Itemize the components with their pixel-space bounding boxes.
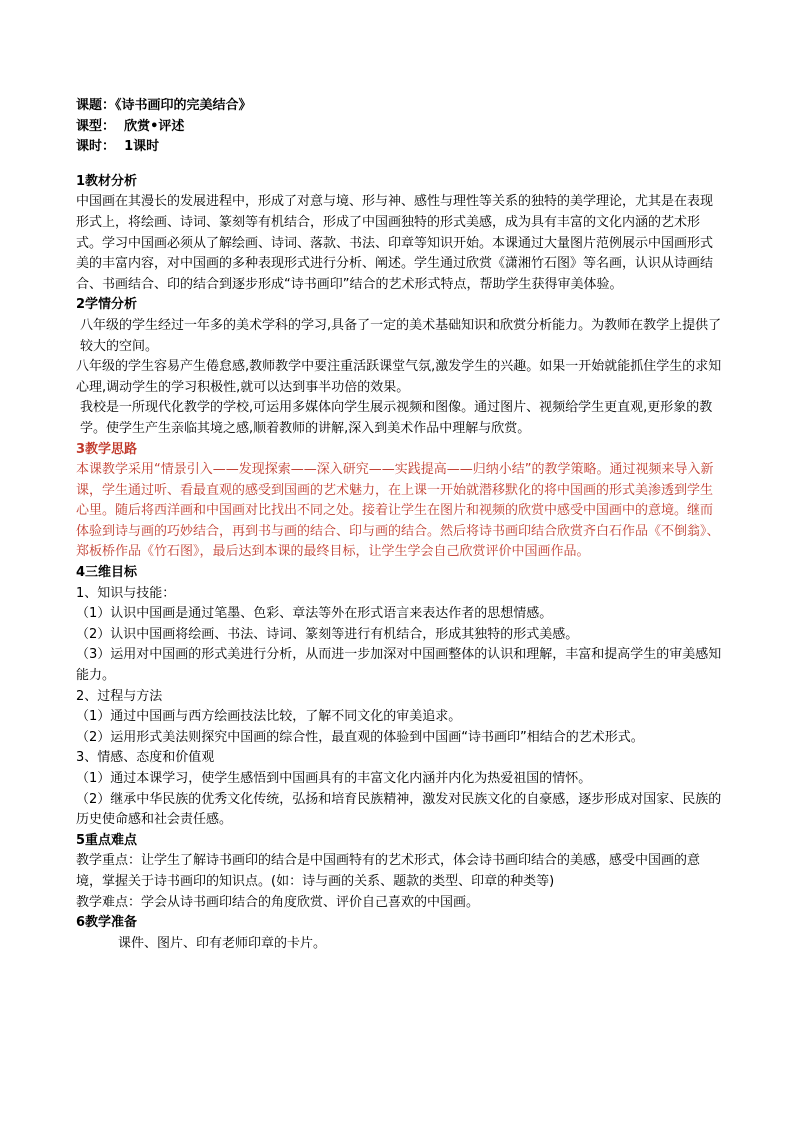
section-4-sub-3-item-1: （1）通过本课学习，使学生感悟到中国画具有的丰富文化内涵并内化为热爱祖国的情怀。 (76, 771, 592, 786)
document-page (76, 96, 722, 954)
section-4-sub-1-item-3: （3）运用对中国画的形式美进行分析，从而进一步加深对中国画整体的认识和理解，丰富和提高学生的审美感知能力。 (76, 647, 722, 684)
section-5-difficulty: 教学难点：学会从诗书画印结合的角度欣赏、评价自己喜欢的中国画。 (76, 894, 480, 910)
type-label: 课型： (76, 118, 116, 134)
section-2-paragraph-1: 八年级的学生经过一年多的美术学科的学习,具备了一定的美术基础知识和欣赏分析能力。为教师在教学上提供了较大的空间。 (80, 317, 722, 354)
section-4-sub-1-item-2: （2）认识中国画将绘画、书法、诗词、篆刻等进行有机结合，形成其独特的形式美感。 (76, 626, 579, 642)
topic-title: 《诗书画印的完美结合》 (115, 98, 252, 113)
section-2-paragraph-2: 八年级的学生容易产生倦怠感,教师教学中要注重活跃课堂气氛,激发学生的兴趣。如果一开始就能抓住学生的求知心理,调动学生的学习积极性,就可以达到事半功倍的效果。 (76, 359, 722, 395)
section-6-text: 课件、图片、印有老师印章的卡片。 (118, 935, 327, 951)
hours-value: 1课时 (124, 139, 160, 155)
section-4-sub-1: 1、知识与技能： (76, 585, 176, 601)
section-5-key-points: 教学重点：让学生了解诗书画印的结合是中国画特有的艺术形式，体会诗书画印结合的美感，感受中国画的意境，掌握关于诗书画印的知识点。(如：诗与画的关系、题款的类型、印章的种类等) (76, 853, 701, 889)
section-4-sub-2-item-2: （2）运用形式美法则探究中国画的综合性，最直观的体验到中国画“诗书画印”相结合的艺术形式。 (76, 729, 644, 745)
hours-label: 课时： (76, 139, 116, 155)
type-value: 欣赏•评述 (124, 118, 185, 134)
section-3-text: 本课教学采用“情景引入——发现探索——深入研究——实践提高——归纳小结”的教学策略。通过视频来导入新课，学生通过听、看最直观的感受到国画的艺术魅力，在上课一开始就潜移默化的将中国画的形式美渗透到学生心里。随后将西洋画和中国画对比找出不同之处。接着让学生在图片和视频的欣赏中感受中国画中的意境。继而体验到诗与画的巧妙结合，再到书与画的结合、印与画的结合。然后将诗书画印结合欣赏齐白石作品《不倒翁》、郑板桥作品《竹石图》，最后达到本课的最终目标，让学生学会自己欣赏评价中国画作品。 (76, 462, 720, 560)
section-2-paragraph-3: 我校是一所现代化教学的学校,可运用多媒体向学生展示视频和图像。通过图片、视频给学生更直观,更形象的教学。使学生产生亲临其境之感,顺着教师的讲解,深入到美术作品中理解与欣赏。 (80, 400, 713, 436)
hours-line (76, 137, 722, 158)
section-4-title: 4三维目标 (76, 565, 138, 581)
section-3-title: 3教学思路 (76, 441, 138, 457)
topic-label: 课题： (76, 98, 116, 113)
section-4-sub-2: 2、过程与方法 (76, 688, 163, 704)
section-1-text: 中国画在其漫长的发展进程中，形成了对意与境、形与神、感性与理性等关系的独特的美学理论，尤其是在表现形式上，将绘画、诗词、篆刻等有机结合，形成了中国画独特的形式美感，成为具有丰富的文化内涵的艺术形式。学习中国画必须从了解绘画、诗词、落款、书法、印章等知识开始。本课通过大量图片范例展示中国画形式美的丰富内容，对中国画的多种表现形式进行分析、阐述。学生通过欣赏《潇湘竹石图》等名画，认识从诗画结合、书画结合、印的结合到逐步形成“诗书画印”结合的艺术形式特点，帮助学生获得审美体验。 (76, 194, 714, 292)
section-4-sub-2-item-1: （1）通过中国画与西方绘画技法比较，了解不同文化的审美追求。 (76, 709, 462, 725)
topic-line (76, 96, 722, 117)
section-4-sub-3: 3、情感、态度和价值观 (76, 750, 215, 766)
spacer (76, 158, 722, 172)
section-5-title: 5重点难点 (76, 832, 138, 848)
section-1-title: 1教材分析 (76, 173, 138, 189)
section-4-sub-1-item-1: （1）认识中国画是通过笔墨、色彩、章法等外在形式语言来表达作者的思想情感。 (76, 606, 553, 622)
type-line (76, 117, 722, 138)
section-6-title: 6教学准备 (76, 915, 138, 931)
section-4-sub-3-item-2: （2）继承中华民族的优秀文化传统，弘扬和培育民族精神，激发对民族文化的自豪感，逐步形成对国家、民族的历史使命感和社会责任感。 (76, 791, 722, 828)
section-2-title: 2学情分析 (76, 297, 138, 313)
